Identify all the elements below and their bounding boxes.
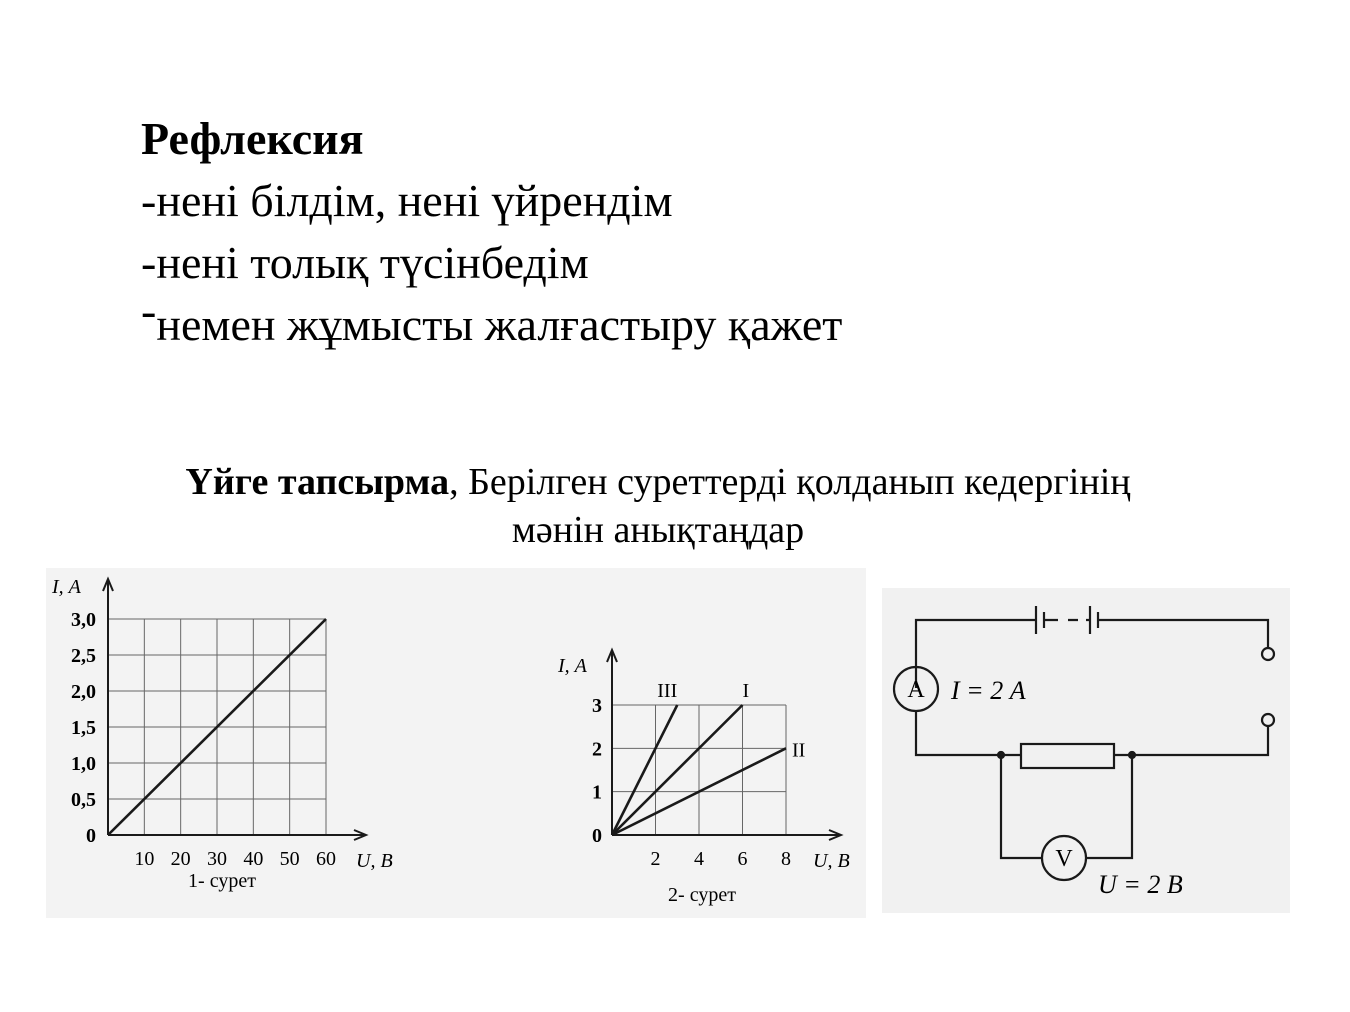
y-tick-label: 3 [592, 695, 602, 717]
homework-line-2: мәнін анықтаңдар [511, 509, 805, 551]
homework-text: , Берілген суреттерді қолданып кедергінің [449, 461, 1131, 503]
series-label: III [657, 680, 678, 702]
y-tick-label: 3,0 [71, 609, 96, 631]
reflection-line-1 [141, 170, 1241, 232]
chart2-x-axis-label: U, В [813, 850, 850, 872]
x-tick-label: 2 [650, 848, 661, 870]
reflection-title: Рефлексия [141, 113, 364, 164]
homework-task [60, 458, 1256, 554]
line-text: нені толық түсінбедім [156, 237, 589, 288]
current-label: I = 2 А [951, 676, 1026, 705]
line-text: нені білдім, нені үйрендім [156, 175, 673, 226]
line-text: немен жұмысты жалғастыру қажет [156, 299, 843, 350]
y-tick-label: 1,5 [71, 717, 96, 739]
ammeter-symbol: A [907, 677, 925, 703]
voltage-label: U = 2 В [1098, 870, 1183, 899]
y-tick-label: 0 [592, 825, 602, 847]
x-tick-label: 10 [134, 848, 155, 870]
chart1-x-axis-label: U, В [356, 850, 393, 872]
series-label: I [742, 680, 750, 702]
y-tick-label: 1,0 [71, 753, 96, 775]
x-tick-label: 30 [207, 848, 227, 870]
x-tick-label: 6 [737, 848, 748, 870]
line-prefix: - [141, 237, 157, 288]
y-tick-label: 2,0 [71, 681, 96, 703]
line-prefix: - [141, 285, 157, 336]
y-tick-label: 0,5 [71, 789, 96, 811]
y-tick-label: 0 [86, 825, 96, 847]
y-tick-label: 2,5 [71, 645, 96, 667]
y-tick-label: 1 [592, 781, 602, 804]
chart1-y-axis-label: I, А [52, 576, 81, 598]
homework-title: Үйге тапсырма [185, 461, 450, 503]
line-prefix: - [141, 175, 157, 226]
figures-scan [46, 568, 1290, 918]
x-tick-label: 20 [170, 848, 191, 870]
chart2-y-axis-label: I, А [558, 655, 587, 677]
reflection-line-2 [141, 232, 1241, 294]
x-tick-label: 60 [316, 848, 336, 870]
x-tick-label: 40 [243, 848, 264, 870]
reflection-line-3 [141, 285, 1241, 356]
reflection-block [141, 108, 1241, 356]
series-label: II [792, 739, 806, 762]
voltmeter-symbol: V [1055, 846, 1073, 872]
chart2-caption: 2- сурет [668, 884, 736, 906]
chart1-caption: 1- сурет [188, 870, 256, 892]
x-tick-label: 50 [279, 848, 300, 870]
homework-line-1 [60, 458, 1256, 506]
y-tick-label: 2 [592, 738, 602, 761]
x-tick-label: 4 [694, 848, 704, 870]
x-tick-label: 8 [781, 848, 791, 870]
